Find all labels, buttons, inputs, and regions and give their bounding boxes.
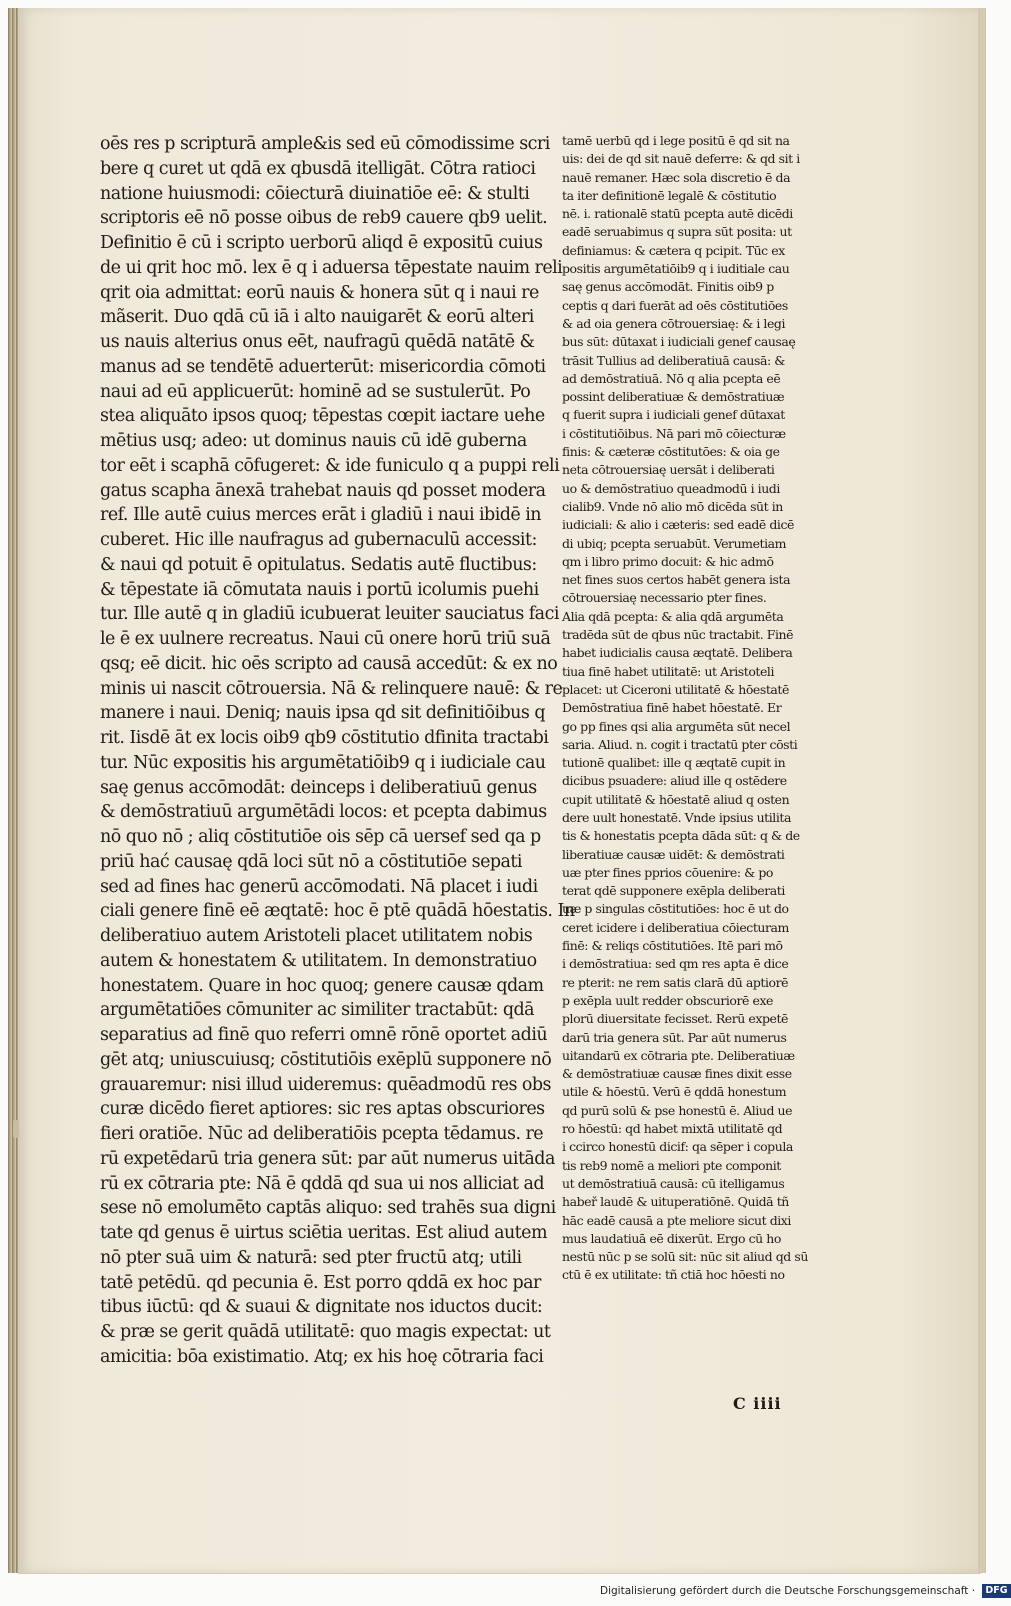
text-line: nō pter suā uim & naturā: sed pter fructū atq; utili <box>100 1247 522 1268</box>
text-line: ref. Ille autē cuius merces erāt i gladiū i naui ibidē in <box>100 505 541 526</box>
text-line: liberatiuæ causæ uidēt: & demōstrati <box>562 846 785 862</box>
text-line: cialib9. Vnde nō alio mō dicēda sūt in <box>562 498 783 514</box>
text-line: utile & hōestū. Verū ē qddā honestum <box>562 1084 787 1100</box>
text-line: positis argumētatiōib9 q i iuditiale cau <box>562 261 790 277</box>
text-line: finis: & cæteræ cōstitutōes: & oia ge <box>562 444 780 460</box>
text-line: naui ad eū applicuerūt: hominē ad se sustulerūt. Po <box>100 381 531 402</box>
text-line: dere uult honestatē. Vnde ipsius utilita <box>562 809 791 825</box>
text-line: go pp fines qsi alia argumēta sūt necel <box>562 718 791 734</box>
text-line: & ad oia genera cōtrouersiaę: & i legi <box>562 315 786 331</box>
text-line: neta cōtrouersiaę uersāt i deliberati <box>562 462 775 478</box>
text-line: amicitia: bōa existimatio. Atq; ex his hoę cōtraria faci <box>100 1346 544 1367</box>
text-line: definiamus: & cætera q pcipit. Tūc ex <box>562 242 785 258</box>
text-line: i demōstratiua: sed qm res apta ē dice <box>562 956 789 972</box>
text-line: autem & honestatem & utilitatem. In demonstratiuo <box>100 950 537 971</box>
text-line: honestatem. Quare in hoc quoq; genere causæ qdam <box>100 975 544 996</box>
text-line: tradēda sūt de qbus nūc tractabit. Finē <box>562 627 794 643</box>
text-line: ta iter definitionē legalē & cōstitutio <box>562 187 777 203</box>
text-line: tibus iūctū: qd & suaui & dignitate nos iductos ducit: <box>100 1297 543 1318</box>
text-line: stea aliquāto ipsos quoq; tēpestas cœpit iactare uehe <box>100 406 545 427</box>
text-line: habet iudicialis causa æqtatē. Delibera <box>562 645 793 661</box>
text-line: i cōstitutiōibus. Nā pari mō cōiecturæ <box>562 425 786 441</box>
text-line: & præ se gerit quādā utilitatē: quo magis expectat: ut <box>100 1322 551 1342</box>
text-line: rū expetēdarū tria genera sūt: par aūt numerus uitāda <box>100 1148 555 1169</box>
text-line: manus ad se tendētē aduerterūt: misericordia cōmoti <box>100 356 546 377</box>
text-line: tor eēt i scaphā cōfugeret: & ide funiculo q a puppi reli <box>100 455 560 476</box>
text-line: ad demōstratiuā. Nō q alia pcepta eē <box>562 370 781 386</box>
text-line: di ubiq; pcepta seruabūt. Verumetiam <box>562 535 787 551</box>
text-line: qrit oia admittat: eorū nauis & honera sūt q i naui re <box>100 282 539 303</box>
text-line: oēs res p scripturā ample&is sed eū cōmodissime scri <box>100 134 550 154</box>
text-line: net fines suos certos habēt genera ista <box>562 572 791 588</box>
text-line: nestū nūc p se solū sit: nūc sit aliud qd sū <box>562 1249 808 1265</box>
text-line: ceptis q dari fuerāt ad oēs cōstitutiōes <box>562 297 788 313</box>
text-line: plorū diuersitate fecisset. Rerū expetē <box>562 1011 788 1027</box>
text-line: i ccirco honestū dicif: qa sēper i copula <box>562 1139 793 1155</box>
text-line: ciali genere finē eē æqtatē: hoc ē ptē quādā hōestatis. In <box>100 901 575 922</box>
text-line: ceret icidere i deliberatiua cōiecturam <box>562 919 789 935</box>
text-line: qsq; eē dicit. hic oēs scripto ad causā accedūt: & ex no <box>100 653 558 674</box>
text-line: Definitio ē cū i scripto uerborū aliqd ē expositū cuius <box>100 233 543 253</box>
text-line: bus sūt: dūtaxat i iudiciali genef causaę <box>562 334 796 350</box>
text-line: argumētatiōes cōmuniter ac similiter tractabūt: qdā <box>100 1000 535 1021</box>
text-line: uitandarū ex cōtraria pte. Deliberatiuæ <box>562 1047 795 1063</box>
text-line: p exēpla uult redder obscuriorē exe <box>562 992 773 1008</box>
text-line: tamē uerbū qd i lege positū ē qd sit na <box>562 133 790 148</box>
text-line: uo & demōstratiuo queadmodū i iudi <box>562 480 780 496</box>
text-line: de ui qrit hoc mō. lex ē q i aduersa tēpestate nauim reli <box>100 257 563 278</box>
text-line: habeř laudē & uituperatiōnē. Quidā tñ <box>562 1194 789 1210</box>
text-line: tis & honestatis pcepta dāda sūt: q & de <box>562 828 800 844</box>
text-line: scriptoris eē nō posse oibus de reb9 cauere qb9 uelit. <box>100 208 548 229</box>
text-column-left <box>100 132 575 1370</box>
text-line: sese nō emolumēto captās aliquo: sed trahēs sua digni <box>100 1198 556 1219</box>
text-line: trāsit Tullius ad deliberatiuā causā: & <box>562 352 785 368</box>
text-line: tate qd genus ē uirtus sciētia ueritas. Est aliud autem <box>100 1223 548 1243</box>
text-line: mētius usq; adeo: ut dominus nauis cū idē guberna <box>100 431 527 451</box>
text-line: dicibus psuadere: aliud ille q ostēdere <box>562 773 787 789</box>
text-line: cuberet. Hic ille naufragus ad gubernaculū accessit: <box>100 530 537 550</box>
text-line: tatē petēdū. qd pecunia ē. Est porro qddā ex hoc par <box>100 1272 541 1293</box>
digitization-footer <box>600 1582 1008 1600</box>
dfg-logo: DFG <box>982 1584 1010 1598</box>
text-line: separatius ad finē quo referri omnē rōnē oportet adiū <box>100 1025 548 1045</box>
text-line: uæ p singulas cōstitutiōes: hoc ē ut do <box>562 901 789 917</box>
text-line: ut demōstratiuā causā: cū itelligamus <box>562 1175 785 1191</box>
text-line: tutionē qualibet: ille q æqtatē cupit in <box>562 755 786 771</box>
text-line: terat qdē supponere exēpla deliberati <box>562 883 785 899</box>
text-line: le ē ex uulnere recreatus. Naui cū onere horū triū suā <box>100 629 551 649</box>
text-line: & tēpestate iā cōmutata nauis i portū icolumis puehi <box>100 579 539 600</box>
text-line: sed ad fines hac generū accōmodati. Nā placet i iudi <box>100 876 538 897</box>
text-line: priū hać causaę qdā loci sūt nō a cōstitutiōe sepati <box>100 851 522 872</box>
text-line: tur. Ille autē q in gladiū icubuerat leuiter sauciatus faci <box>100 604 559 625</box>
text-line: gēt atq; uniuscuiusq; cōstitutiōis exēplū supponere nō <box>100 1049 552 1070</box>
page-fore-edge <box>978 8 986 1573</box>
text-line: qm i libro primo docuit: & hic admō <box>562 553 774 569</box>
text-line: cōtrouersiaę necessario pter fines. <box>562 590 767 606</box>
text-line: qd purū solū & pse honestū ē. Aliud ue <box>562 1102 793 1118</box>
footer-text: Digitalisierung gefördert durch die Deutsche Forschungsgemeinschaft · <box>600 1585 976 1597</box>
text-line: ctū ē ex utilitate: tñ ctiā hoc hōesti no <box>562 1267 785 1283</box>
text-line: eadē seruabimus q supra sūt posita: ut <box>562 224 792 240</box>
text-line: iudiciali: & alio i cæteris: sed eadē dicē <box>562 517 794 533</box>
text-line: manere i naui. Deniq; nauis ipsa qd sit definitiōibus q <box>100 703 545 724</box>
text-line: bere q curet ut qdā ex qbusdā itelligāt. Cōtra ratioci <box>100 158 536 179</box>
text-line: fieri oratiōe. Nūc ad deliberatiōis pcepta tēdamus. re <box>100 1124 544 1144</box>
text-line: grauaremur: nisi illud uideremus: quēadmodū res obs <box>100 1074 551 1095</box>
text-line: q fuerit supra i iudiciali genef dūtaxat <box>562 407 785 423</box>
text-line: saria. Aliud. n. cogit i tractatū pter cōsti <box>562 736 798 752</box>
text-line: & demōstratiuū argumētādi locos: et pcepta dabimus <box>100 802 547 823</box>
text-line: gatus scapha ānexā trahebat nauis qd posset modera <box>100 480 546 501</box>
text-line: saę genus accōmodāt: deinceps i deliberatiuū genus <box>100 777 537 798</box>
text-line: hāc eadē causā a pte meliore sicut dixi <box>562 1212 791 1228</box>
text-line: re pterit: ne rem satis clarā dū aptiorē <box>562 974 789 990</box>
text-line: finē: & reliqs cōstitutiōes. Itē pari mō <box>562 938 783 954</box>
text-line: uæ pter fines pprios cōuenire: & po <box>562 864 773 880</box>
text-line: Demōstratiua finē habet hōestatē. Er <box>562 700 782 716</box>
text-line: rit. Iisdē āt ex locis oib9 qb9 cōstitutio dfinita tractabi <box>100 728 549 748</box>
text-line: minis ui nascit cōtrouersia. Nā & relinquere nauē: & re <box>100 678 563 699</box>
text-line: mãserit. Duo qdā cū iā i alto nauigarēt & eorū alteri <box>100 307 534 328</box>
text-line: curæ dicēdo fieret aptiores: sic res aptas obscuriores <box>100 1099 545 1120</box>
page-marker-tab <box>13 1120 19 1138</box>
text-line: tis reb9 nomē a meliori pte componit <box>562 1157 781 1173</box>
text-line: natione huiusmodi: cōiecturā diuinatiōe eē: & stulti <box>100 183 530 204</box>
text-line: nauē remaner. Hæc sola discretio ē da <box>562 169 791 185</box>
text-line: & demōstratiuæ causæ fines dixit esse <box>562 1066 792 1082</box>
text-line: Alia qdā pcepta: & alia qdā argumēta <box>562 608 784 624</box>
text-line: uis: dei de qd sit nauē deferre: & qd sit i <box>562 151 800 167</box>
text-line: tur. Nūc expositis his argumētatiōib9 q i iudiciale cau <box>100 752 546 773</box>
text-line: nō quo nō ; aliq cōstitutiōe ois sēp cā uersef sed qa p <box>100 827 541 847</box>
text-line: saę genus accōmodāt. Finitis oib9 p <box>562 279 774 295</box>
text-column-right <box>562 132 844 1285</box>
text-line: cupit utilitatē & hōestatē aliud q osten <box>562 791 790 807</box>
text-line: mus laudatiuā eē dixerūt. Ergo cū ho <box>562 1230 781 1246</box>
text-line: rū ex cōtraria pte: Nā ē qddā qd sua ui nos alliciat ad <box>100 1173 545 1194</box>
text-line: darū tria genera sūt. Par aūt numerus <box>562 1029 787 1045</box>
text-line: possint deliberatiuæ & demōstratiuæ <box>562 389 785 405</box>
text-line: us nauis alterius onus eēt, naufragū quēdā natātē & <box>100 332 535 352</box>
text-line: tiua finē habet utilitatē: ut Aristoteli <box>562 663 775 679</box>
text-line: nē. i. rationalē statū pcepta autē dicēdi <box>562 206 793 222</box>
text-line: deliberatiuo autem Aristoteli placet utilitatem nobis <box>100 926 533 946</box>
signature-mark: C iiii <box>733 1394 782 1413</box>
text-line: ro hōestū: qd habet mixtā utilitatē qd <box>562 1121 783 1137</box>
text-line: & naui qd potuit ē opitulatus. Sedatis autē fluctibus: <box>100 554 537 575</box>
text-line: placet: ut Ciceroni utilitatē & hōestatē <box>562 681 789 697</box>
